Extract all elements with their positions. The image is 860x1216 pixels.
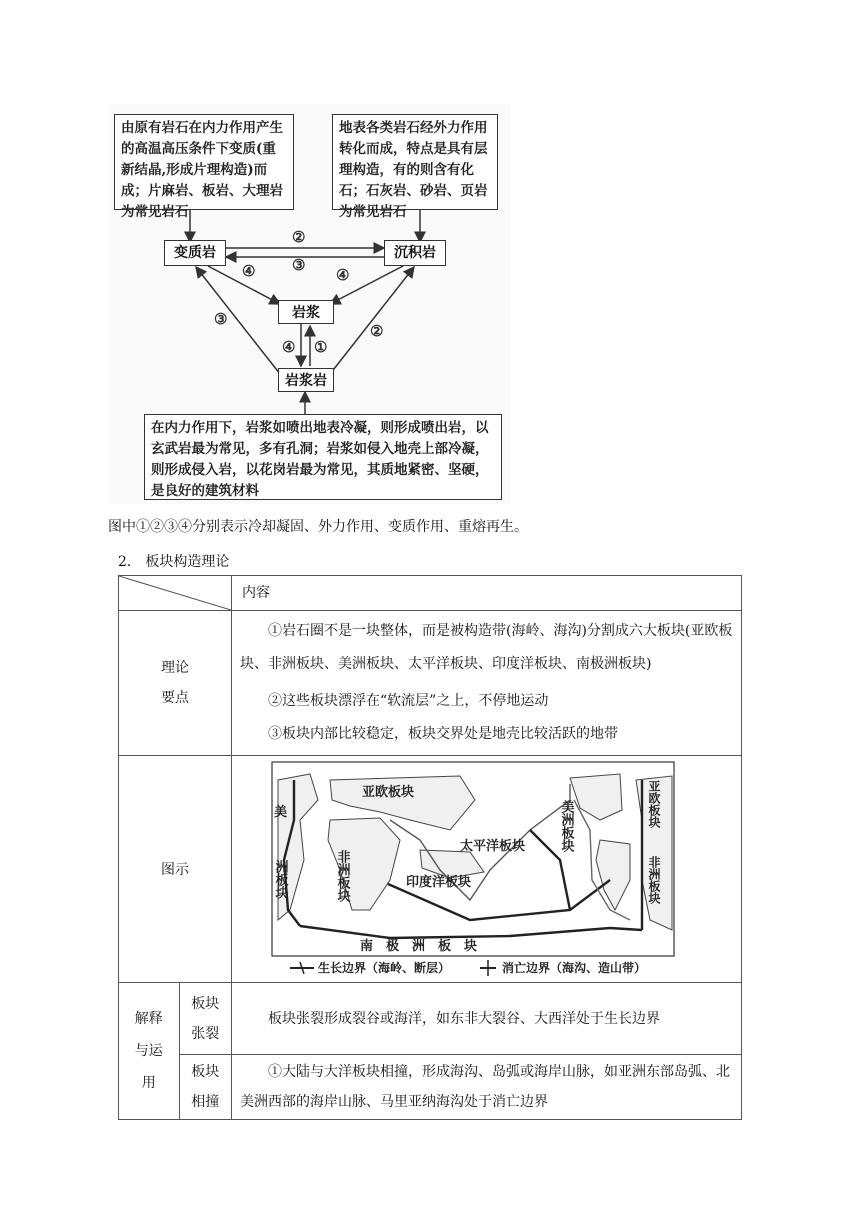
map-label-eurasian: 亚欧板块 xyxy=(362,785,415,800)
sub-label-rifting-a: 板块 xyxy=(191,995,220,1012)
header-content: 内容 xyxy=(232,576,742,611)
row-application-label-b: 与运 xyxy=(134,1043,163,1059)
rock-cycle-diagram xyxy=(108,104,510,504)
label-top-arrow: ② xyxy=(292,228,306,246)
plate-tectonics-table xyxy=(118,575,742,1120)
label-up-arrow: ① xyxy=(314,338,328,356)
label-down-arrow: ④ xyxy=(282,338,296,356)
theory-point-1: ①岩石圈不是一块整体，而是被构造带(海岭、海沟)分割成六大板块(亚欧板块、非洲板块、美洲板块、太平洋板块、印度洋板块、南极洲板块) xyxy=(240,623,733,672)
sub-label-collision-b: 相撞 xyxy=(191,1094,220,1110)
sedimentary-description: 地表各类岩石经外力作用转化而成，特点是具有层理构造，有的则含有化石；石灰岩、砂岩、页岩为常见岩石 xyxy=(332,114,498,210)
igneous-description: 在内力作用下，岩浆如喷出地表冷凝，则形成喷出岩，以玄武岩最为常见，多有孔洞；岩浆如侵入地壳上部冷凝，则形成侵入岩，以花岗岩最为常见，其质地紧密、坚硬，是良好的建筑材料 xyxy=(144,414,502,500)
legend-growth-boundary: 生长边界（海岭、断层） xyxy=(318,961,451,975)
sub-label-rifting-b: 张裂 xyxy=(191,1025,220,1042)
map-label-indian: 印度洋板块 xyxy=(406,875,472,890)
row-diagram-label: 图示 xyxy=(119,756,232,983)
node-metamorphic: 变质岩 xyxy=(164,240,226,266)
row-application-label xyxy=(119,983,180,1120)
row-theory-label-b: 要点 xyxy=(161,690,189,706)
header-diagonal-cell xyxy=(119,576,232,611)
diagram-caption: 图中①②③④分别表示冷却凝固、外力作用、变质作用、重熔再生。 xyxy=(108,519,528,535)
sub-label-collision xyxy=(179,1055,231,1120)
plate-map xyxy=(270,760,680,978)
row-theory-label-a: 理论 xyxy=(161,660,189,676)
node-magma: 岩浆 xyxy=(278,300,334,324)
map-label-american-right: 美洲板块 xyxy=(558,800,574,852)
row-application-label-c: 用 xyxy=(141,1075,156,1091)
map-label-african-right: 非洲板块 xyxy=(647,856,661,904)
row-application-label-a: 解释 xyxy=(134,1011,163,1027)
row-diagram-content xyxy=(232,756,742,983)
collision-content: ①大陆与大洋板块相撞，形成海沟、岛弧或海岸山脉，如亚洲东部岛弧、北美洲西部的海岸山脉、马里亚纳海沟处于消亡边界 xyxy=(232,1055,742,1120)
map-label-american-left-2: 洲板块 xyxy=(272,860,288,899)
map-label-african: 非洲板块 xyxy=(334,850,350,902)
map-label-eurasian-right: 亚欧板块 xyxy=(647,780,661,828)
label-left-to-magma: ④ xyxy=(242,262,256,280)
map-label-american-left: 美 xyxy=(274,805,288,820)
map-label-antarctic: 南 极 洲 板 块 xyxy=(360,939,478,954)
legend-subduction-boundary: 消亡边界（海沟、造山带） xyxy=(502,961,647,975)
section-title: 2. 板块构造理论 xyxy=(118,554,230,570)
row-theory-label xyxy=(119,611,232,756)
theory-point-3: ③板块内部比较稳定，板块交界处是地壳比较活跃的地带 xyxy=(268,726,618,742)
node-igneous: 岩浆岩 xyxy=(278,368,334,392)
label-mid-arrow: ③ xyxy=(292,256,306,274)
sub-label-collision-a: 板块 xyxy=(191,1064,220,1080)
rifting-content: 板块张裂形成裂谷或海洋，如东非大裂谷、大西洋处于生长边界 xyxy=(232,983,742,1055)
map-label-pacific: 太平洋板块 xyxy=(460,839,526,854)
theory-point-2: ②这些板块漂浮在“软流层”之上，不停地运动 xyxy=(268,693,549,709)
label-right-to-magma: ④ xyxy=(336,266,350,284)
row-theory-content xyxy=(232,611,742,756)
label-left-side: ③ xyxy=(214,310,228,328)
label-right-side: ② xyxy=(370,322,384,340)
node-sedimentary: 沉积岩 xyxy=(384,240,446,266)
metamorphic-description: 由原有岩石在内力作用产生的高温高压条件下变质(重新结晶,形成片理构造)而成；片麻岩、板岩、大理岩为常见岩石 xyxy=(114,114,294,210)
sub-label-rifting xyxy=(179,983,231,1055)
